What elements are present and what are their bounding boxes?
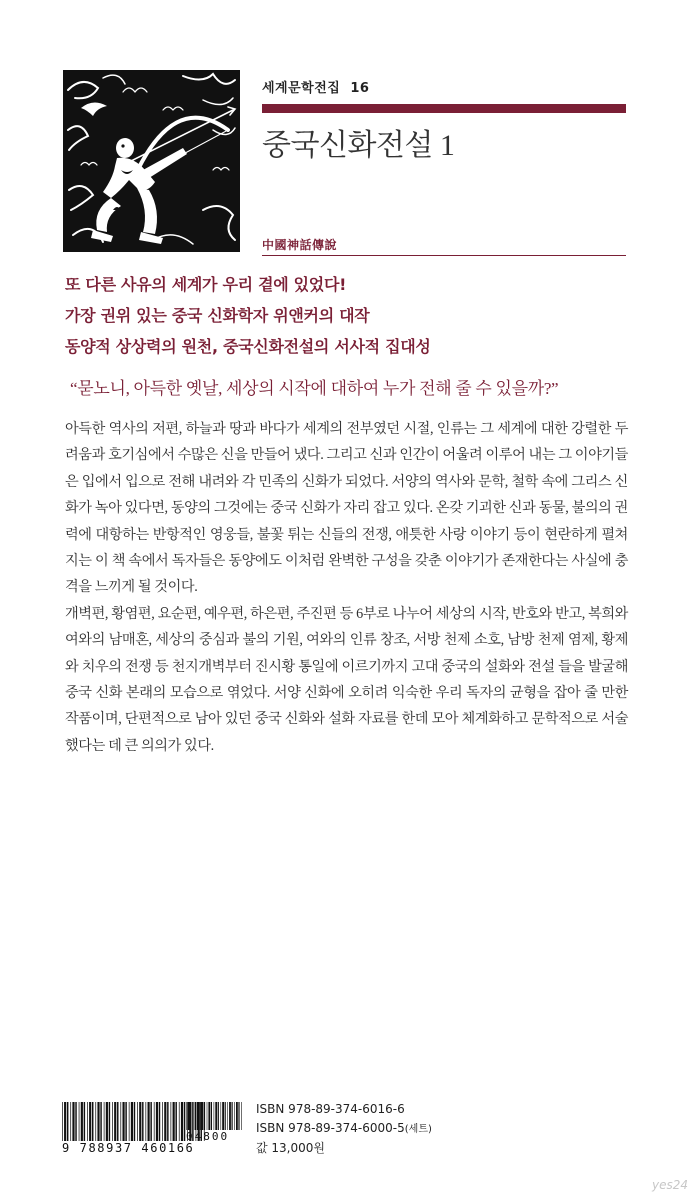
barcode-bar <box>190 1102 191 1130</box>
barcode-bar <box>207 1102 208 1130</box>
pull-quote: “묻노니, 아득한 옛날, 세상의 시작에 대하여 누가 전해 줄 수 있을까?” <box>70 379 559 398</box>
isbn-line: ISBN 978-89-374-6016-6 <box>256 1102 405 1116</box>
series-number: 16 <box>350 81 370 96</box>
price: 값 13,000원 <box>256 1141 325 1155</box>
barcode-bar <box>195 1102 197 1130</box>
isbn-set-suffix: (세트) <box>404 1124 432 1135</box>
barcode-bar <box>104 1102 105 1141</box>
barcode-bar <box>154 1102 155 1141</box>
barcode-bar <box>234 1102 235 1130</box>
barcode-bar <box>225 1102 226 1130</box>
addon-barcode <box>186 1102 244 1130</box>
barcode-bar <box>84 1102 85 1141</box>
barcode-bar <box>134 1102 135 1141</box>
watermark: yes24 <box>652 1178 689 1192</box>
barcode-bar <box>129 1102 130 1141</box>
barcode-bar <box>232 1102 233 1130</box>
cover-illustration <box>63 70 240 252</box>
barcode-bar <box>200 1102 201 1130</box>
barcode-bar <box>221 1102 222 1130</box>
barcode-bar <box>70 1102 71 1141</box>
barcode-bar <box>79 1102 80 1141</box>
barcode-bar <box>114 1102 116 1141</box>
barcode-bar <box>175 1102 176 1141</box>
barcode-bar <box>236 1102 238 1130</box>
description-paragraph: 개벽편, 황염편, 요순편, 예우편, 하은편, 주진편 등 6부로 나누어 세상의 시작, 반호와 반고, 복희와 여와의 남매혼, 세상의 중심과 불의 기원, 여와의 인류 창조, 서방 천제 소호, 남방 천제 염제, 황제와 치우의 전쟁 등 천지개벽부터 진시황 통일에 이르기까지 고대 중국의 설화와 전설 들을 발굴해 중국 신화 본래의 모습으로 엮었다. 서양 신화에 오히려 익숙한 우리 독자의 균형을 잡아 줄 만한 작품이며, 단편적으로 남아 있던 중국 신화와 설화 자료를 한데 모아 체계화하고 문학적으로 서술했다는 데 큰 의의가 있다. <box>65 605 628 754</box>
barcode-bar <box>204 1102 205 1130</box>
book-title: 중국신화전설 1 <box>262 129 455 162</box>
barcode-bar <box>106 1102 108 1141</box>
barcode-bar <box>125 1102 126 1141</box>
barcode-bar <box>148 1102 150 1141</box>
barcode-bar <box>95 1102 96 1141</box>
barcode-bar <box>120 1102 121 1141</box>
series-label <box>262 77 369 96</box>
barcode-bar <box>222 1102 224 1130</box>
addon-digits: 04800 <box>186 1130 230 1143</box>
isbn-set-number: ISBN 978-89-374-6000-5 <box>256 1121 405 1135</box>
barcode-bar <box>92 1102 93 1141</box>
barcode-bar <box>211 1102 212 1130</box>
barcode-bar <box>202 1102 204 1130</box>
original-title: 中國神話傳說 <box>262 238 338 252</box>
barcode-bar <box>64 1102 66 1141</box>
barcode-bar <box>150 1102 151 1141</box>
barcode-bar <box>197 1102 198 1130</box>
barcode-bar <box>159 1102 160 1141</box>
tagline: 가장 권위 있는 중국 신화학자 위앤커의 대작 <box>65 306 370 325</box>
barcode-bar <box>188 1102 190 1130</box>
barcode-bar <box>89 1102 91 1141</box>
barcode-bar <box>97 1102 99 1141</box>
barcode-bar <box>62 1102 63 1141</box>
barcode-bar <box>162 1102 163 1141</box>
barcode-bar <box>179 1102 180 1141</box>
barcode-bar <box>67 1102 68 1141</box>
barcode-bar <box>214 1102 215 1130</box>
barcode-bar <box>137 1102 138 1141</box>
barcode-bar <box>145 1102 146 1141</box>
series-name: 세계문학전집 <box>262 81 341 96</box>
barcode-bar <box>100 1102 101 1141</box>
barcode-bar <box>218 1102 219 1130</box>
tagline: 또 다른 사유의 세계가 우리 곁에 있었다! <box>65 275 347 294</box>
barcode-bar <box>164 1102 166 1141</box>
barcode-bar <box>122 1102 124 1141</box>
title-rule-thin <box>262 255 626 256</box>
barcode-bar <box>241 1102 242 1130</box>
barcode-bar <box>208 1102 210 1130</box>
barcode-bar <box>75 1102 76 1141</box>
description-paragraph: 아득한 역사의 저편, 하늘과 땅과 바다가 세계의 전부였던 시절, 인류는 그 세계에 대한 강렬한 두려움과 호기심에서 수많은 신을 만들어 냈다. 그리고 신과 인간이 어울려 이루어 내는 그 이야기들은 입에서 입으로 전해 내려와 각 민족의 신화가 되었다. 서양의 역사와 문학, 철학 속에 그리스 신화가 녹아 있다면, 동양의 그것에는 중국 신화가 자리 잡고 있다. 온갖 기괴한 신과 동물, 불의의 권력에 대항하는 반항적인 영웅들, 불꽃 튀는 신들의 전쟁, 애틋한 사랑 이야기 등이 현란하게 펼쳐지는 이 책 속에서 독자들은 동양에도 이처럼 완벽한 구성을 갖춘 이야기가 존재한다는 사실에 충격을 느끼게 될 것이다. <box>65 421 628 596</box>
tagline: 동양적 상상력의 원천, 중국신화전설의 서사적 집대성 <box>65 337 431 356</box>
barcode-bar <box>181 1102 183 1141</box>
barcode-bar <box>139 1102 141 1141</box>
barcode-bar <box>131 1102 133 1141</box>
description-text <box>65 416 628 759</box>
barcode-bar <box>156 1102 158 1141</box>
barcode-bar <box>229 1102 231 1130</box>
barcode-bar <box>109 1102 110 1141</box>
title-rule-thick <box>262 104 626 113</box>
barcode-bar <box>215 1102 217 1130</box>
barcode-bar <box>72 1102 74 1141</box>
barcode-bar <box>238 1102 239 1130</box>
barcode-bar <box>167 1102 168 1141</box>
isbn-set-line <box>256 1120 432 1135</box>
barcode-bar <box>171 1102 172 1141</box>
barcode-bar <box>112 1102 113 1141</box>
barcode-digits: 9 788937 460166 <box>62 1141 195 1155</box>
barcode-bar <box>186 1102 187 1130</box>
barcode-bar <box>87 1102 88 1141</box>
barcode-bar <box>81 1102 83 1141</box>
barcode-bar <box>173 1102 175 1141</box>
barcode-bar <box>227 1102 228 1130</box>
barcode-bar <box>193 1102 194 1130</box>
barcode-bar <box>142 1102 143 1141</box>
barcode-bar <box>117 1102 118 1141</box>
